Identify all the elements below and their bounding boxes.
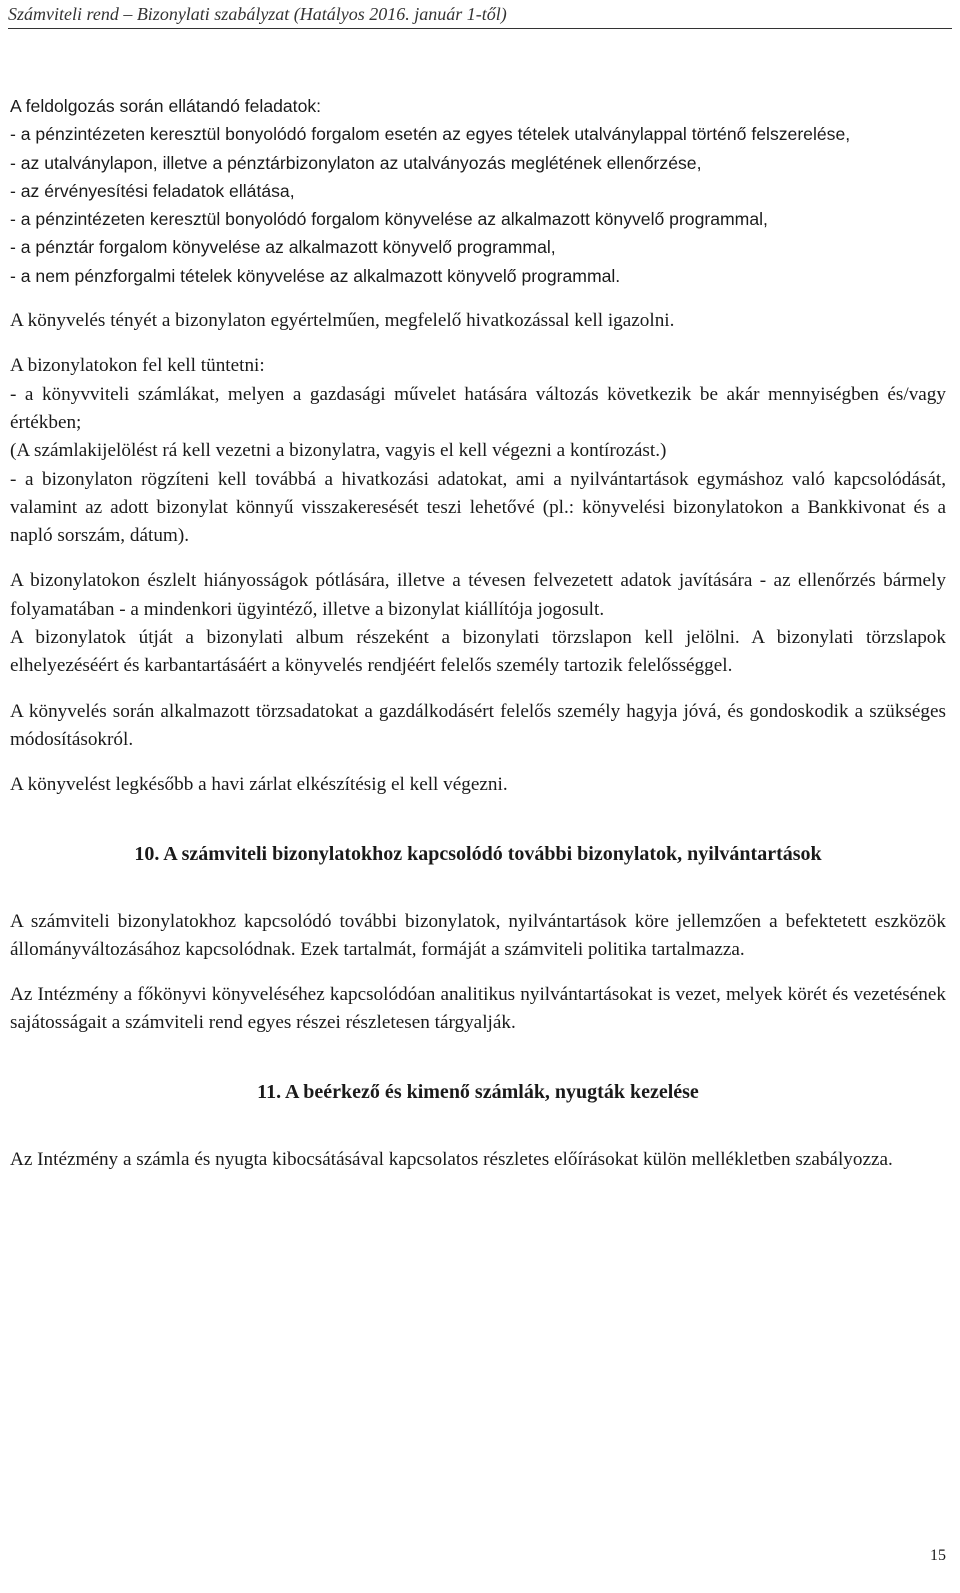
section-10-paragraph: A számviteli bizonylatokhoz kapcsolódó további bizonylatok, nyilvántartások köre jellemzően a befektetett eszközök állományváltozásához kapcsolódnak. Ezek tartalmát, formáját a számviteli politika tartalmazza. [10,910,946,960]
paragraph-deadline: A könyvelést legkésőbb a havi zárlat elkészítésig el kell végezni. [10,774,508,796]
task-item: - a pénzintézeten keresztül bonyolódó forgalom könyvelése az alkalmazott könyvelő programmal, [10,209,768,230]
task-item: - a pénztár forgalom könyvelése az alkalmazott könyvelő programmal, [10,237,556,258]
section-11-heading: 11. A beérkező és kimenő számlák, nyugták kezelése [257,1080,699,1103]
show-line: (A számlakijelölést rá kell vezetni a bizonylatra, vagyis el kell végezni a kontírozást.) [10,440,667,462]
tasks-block [10,92,946,290]
show-block [10,352,946,550]
tasks-intro: A feldolgozás során ellátandó feladatok: [10,96,322,116]
task-item: - a pénzintézeten keresztül bonyolódó forgalom esetén az egyes tételek utalványlappal történő felszerelése, [10,124,851,145]
section-10-heading: 10. A számviteli bizonylatokhoz kapcsolódó további bizonylatok, nyilvántartások [134,842,822,865]
paragraph-route: A bizonylatok útját a bizonylati album részeként a bizonylati törzslapon kell jelölni. A bizonylati törzslapok elhelyezéséért és karbantartásáért a könyvelés rendjéért felelős személy tartozik felelősséggel. [10,627,946,677]
task-item: - az utalványlapon, illetve a pénztárbizonylaton az utalványozás meglétének ellenőrzése, [10,152,702,173]
page-header [8,3,952,29]
task-item: - az érvényesítési feladatok ellátása, [10,180,295,201]
show-line: - a bizonylaton rögzíteni kell továbbá a hivatkozási adatokat, ami a nyilvántartások egymáshoz való kapcsolódását, valamint az adott bizonylat könnyű visszakeresését teszi lehetővé (pl.: könyvelési bizonylatokon a Bankkivonat és a napló sorszám, dátum). [10,468,946,547]
section-11-paragraph: Az Intézmény a számla és nyugta kibocsátásával kapcsolatos részletes előírásokat külön mellékletben szabályozza. [10,1148,893,1170]
page-number: 15 [930,1547,946,1564]
paragraph-verify: A könyvelés tényét a bizonylaton egyértelműen, megfelelő hivatkozással kell igazolni. [10,310,675,332]
show-intro: A bizonylatokon fel kell tüntetni: [10,355,265,377]
header-title: Számviteli rend – Bizonylati szabályzat (Hatályos 2016. január 1-től) [8,4,507,24]
section-10-paragraph: Az Intézmény a főkönyvi könyveléséhez kapcsolódóan analitikus nyilvántartásokat is vezet, melyek körét és vezetésének sajátosságait a számviteli rend egyes részei részletesen tárgyalják. [10,984,946,1034]
task-item: - a nem pénzforgalmi tételek könyvelése az alkalmazott könyvelő programmal. [10,265,621,286]
paragraph-master-data: A könyvelés során alkalmazott törzsadatokat a gazdálkodásért felelős személy hagyja jóvá, és gondoskodik a szükséges módosításokról. [10,700,946,750]
document-body [10,92,946,1174]
show-line: - a könyvviteli számlákat, melyen a gazdasági művelet hatására változás következik be akár mennyiségben és/vagy értékben; [10,383,946,433]
paragraph-deficiency: A bizonylatokon észlelt hiányosságok pótlására, illetve a tévesen felvezetett adatok javítására - az ellenőrzés bármely folyamatában - a mindenkori ügyintéző, illetve a bizonylat kiállítója jogosult. [10,570,946,620]
